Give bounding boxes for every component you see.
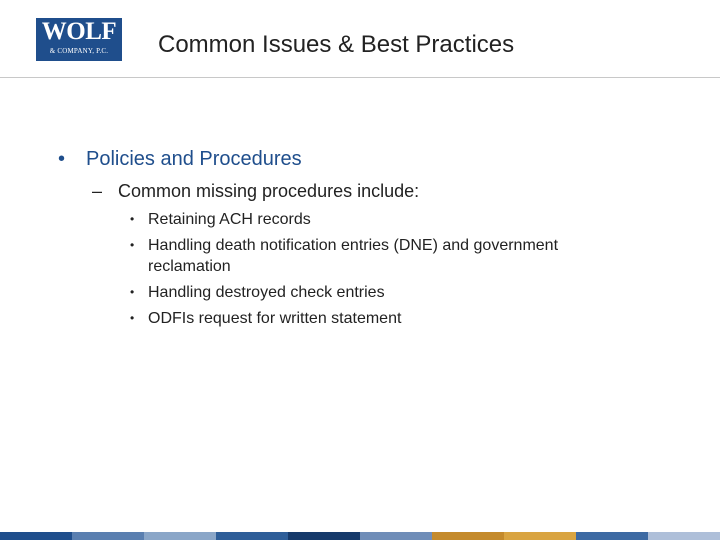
footer-bar-segment: [216, 532, 288, 540]
footer-bar-segment: [576, 532, 648, 540]
footer-bar-segment: [72, 532, 144, 540]
slide-title: Common Issues & Best Practices: [158, 31, 515, 58]
title-divider: [0, 77, 720, 78]
bullet-level3-text: Retaining ACH records: [148, 211, 311, 228]
footer-bar-segment: [0, 532, 72, 540]
bullet-level2-text: Common missing procedures include:: [118, 181, 420, 201]
bullet-dot-icon: •: [130, 212, 135, 226]
footer-bar-segment: [648, 532, 720, 540]
footer-bar-segment: [504, 532, 576, 540]
footer-bar-segment: [360, 532, 432, 540]
footer-bar-segment: [288, 532, 360, 540]
company-logo: [36, 18, 122, 61]
footer-bar-segment: [144, 532, 216, 540]
logo-wordmark: WOLF: [41, 18, 117, 45]
footer-color-bar: [0, 532, 720, 540]
bullet-dot-icon: •: [130, 311, 135, 325]
bullet-level3-text: Handling death notification entries (DNE) and government reclamation: [148, 237, 559, 275]
bullet-dot-icon: •: [130, 238, 135, 252]
bullet-level3-text: Handling destroyed check entries: [148, 284, 385, 301]
bullet-dash-icon: –: [92, 181, 103, 201]
logo-subtitle: & COMPANY, P.C.: [49, 47, 109, 55]
footer-bar-segment: [432, 532, 504, 540]
bullet-level3-text: ODFIs request for written statement: [148, 310, 402, 327]
bullet-dot-icon: •: [130, 285, 135, 299]
bullet-dot-icon: •: [58, 148, 66, 170]
bullet-level1-text: Policies and Procedures: [86, 148, 302, 170]
